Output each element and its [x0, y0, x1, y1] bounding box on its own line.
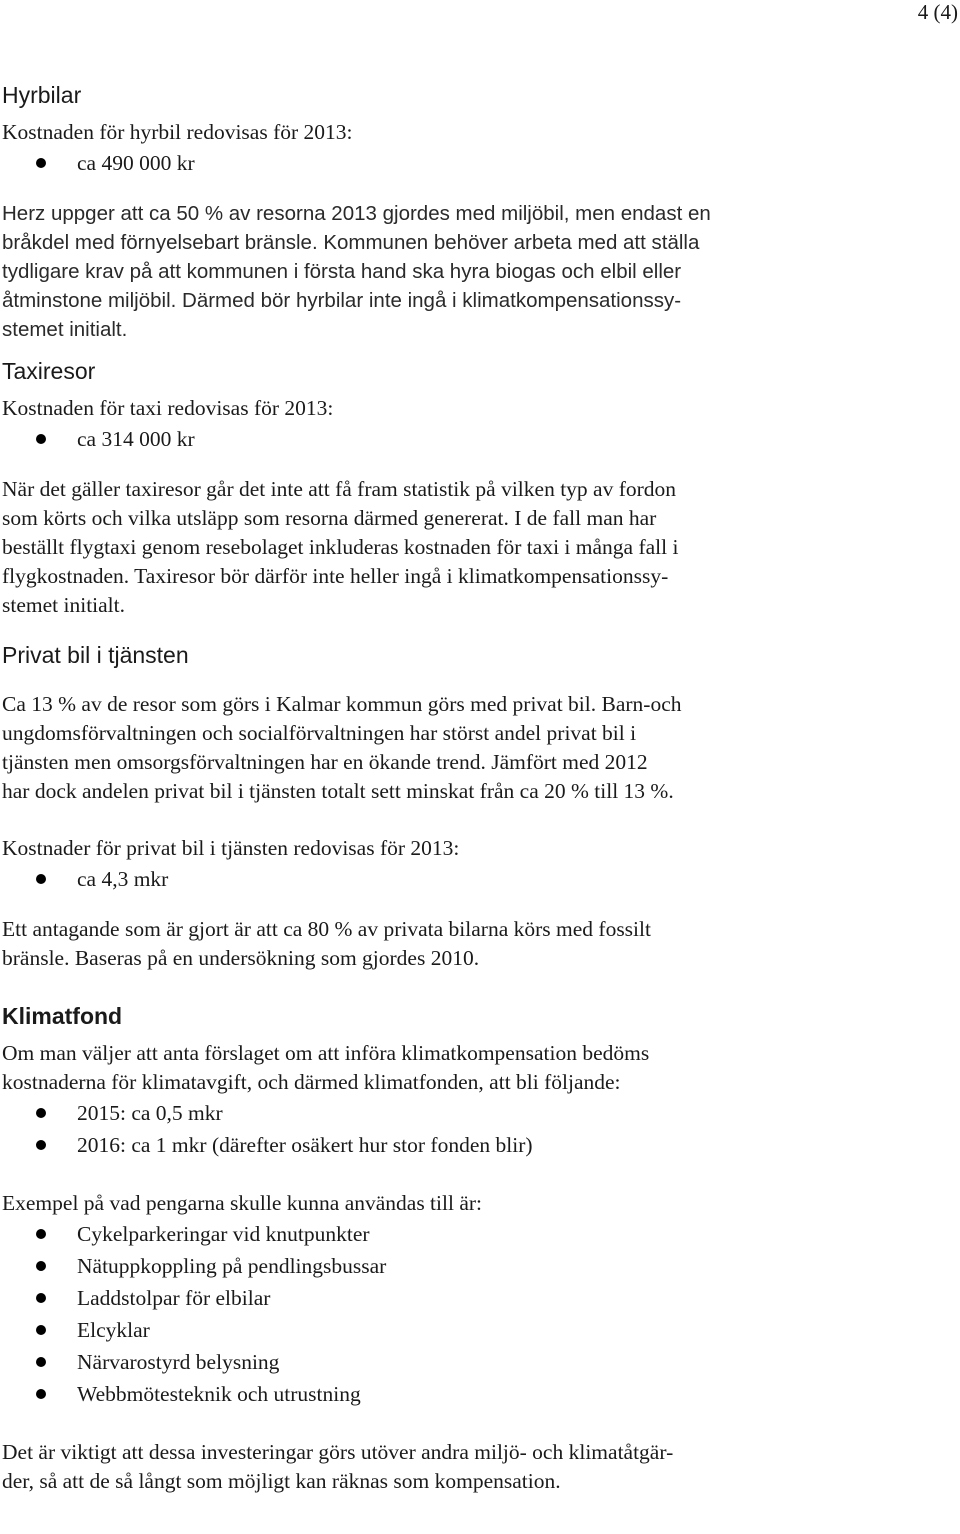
- cost-list-hyrbilar: [0, 147, 790, 179]
- paragraph-line: som körts och vilka utsläpp som resorna därmed genererat. I de fall man har: [2, 506, 657, 530]
- paragraph-line: åtminstone miljöbil. Därmed bör hyrbilar inte ingå i klimatkompensationssy-: [2, 289, 682, 312]
- bullet-icon: [36, 1389, 46, 1399]
- paragraph-line: Herz uppger att ca 50 % av resorna 2013 gjordes med miljöbil, men endast en: [2, 202, 711, 225]
- heading-taxiresor: Taxiresor: [2, 358, 96, 384]
- list-item: [0, 423, 790, 455]
- list-item-text: Cykelparkeringar vid knutpunkter: [77, 1222, 370, 1246]
- paragraph-line: beställt flygtaxi genom resebolaget inkluderas kostnaden för taxi i många fall i: [2, 535, 679, 559]
- examples-intro: Exempel på vad pengarna skulle kunna användas till är:: [2, 1191, 483, 1215]
- paragraph-line: har dock andelen privat bil i tjänsten totalt sett minskat från ca 20 % till 13 %.: [2, 779, 674, 803]
- heading-privat-bil: Privat bil i tjänsten: [2, 642, 189, 668]
- heading-klimatfond: Klimatfond: [2, 1003, 123, 1029]
- paragraph-line: stemet initialt.: [2, 593, 126, 617]
- list-item-text: 2016: ca 1 mkr (därefter osäkert hur stor fonden blir): [77, 1133, 533, 1157]
- list-item: [0, 1346, 790, 1378]
- paragraph-line: Ca 13 % av de resor som görs i Kalmar kommun görs med privat bil. Barn-och: [2, 692, 682, 716]
- paragraph-line: Det är viktigt att dessa investeringar görs utöver andra miljö- och klimatåtgär-: [2, 1440, 674, 1464]
- bullet-icon: [36, 158, 46, 168]
- document-body: [0, 80, 790, 1496]
- bullet-icon: [36, 1261, 46, 1271]
- cost-list-taxiresor: [0, 423, 790, 455]
- intro-hyrbilar: Kostnaden för hyrbil redovisas för 2013:: [2, 120, 353, 144]
- bullet-icon: [36, 1229, 46, 1239]
- paragraph-line: Om man väljer att anta förslaget om att införa klimatkompensation bedöms: [2, 1041, 650, 1065]
- intro-privat-bil: Kostnader för privat bil i tjänsten redovisas för 2013:: [2, 836, 460, 860]
- bullet-icon: [36, 1108, 46, 1118]
- examples-list: [0, 1218, 790, 1410]
- paragraph-line: Ett antagande som är gjort är att ca 80 % av privata bilarna körs med fossilt: [2, 917, 651, 941]
- list-item-text: Webbmötesteknik och utrustning: [77, 1382, 361, 1406]
- list-item: [0, 1378, 790, 1410]
- paragraph-line: stemet initialt.: [2, 318, 128, 341]
- paragraph-line: bråkdel med förnyelsebart bränsle. Kommunen behöver arbeta med att ställa: [2, 231, 700, 254]
- list-item-text: Närvarostyrd belysning: [77, 1350, 280, 1374]
- list-item-text: ca 314 000 kr: [77, 427, 195, 451]
- heading-hyrbilar: Hyrbilar: [2, 82, 82, 108]
- list-item-text: Nätuppkoppling på pendlingsbussar: [77, 1254, 387, 1278]
- paragraph-line: ungdomsförvaltningen och socialförvaltningen har störst andel privat bil i: [2, 721, 637, 745]
- bullet-icon: [36, 434, 46, 444]
- paragraph-line: flygkostnaden. Taxiresor bör därför inte heller ingå i klimatkompensationssy-: [2, 564, 669, 588]
- list-item: [0, 863, 790, 895]
- list-item-text: ca 490 000 kr: [77, 151, 195, 175]
- cost-list-privat-bil: [0, 863, 790, 895]
- list-item-text: 2015: ca 0,5 mkr: [77, 1101, 223, 1125]
- bullet-icon: [36, 1140, 46, 1150]
- list-item-text: ca 4,3 mkr: [77, 867, 169, 891]
- paragraph-line: bränsle. Baseras på en undersökning som gjordes 2010.: [2, 946, 480, 970]
- bullet-icon: [36, 874, 46, 884]
- paragraph-line: När det gäller taxiresor går det inte att få fram statistik på vilken typ av fordon: [2, 477, 677, 501]
- list-item-text: Elcyklar: [77, 1318, 150, 1342]
- paragraph-line: tjänsten men omsorgsförvaltningen har en ökande trend. Jämfört med 2012: [2, 750, 648, 774]
- list-item-text: Laddstolpar för elbilar: [77, 1286, 271, 1310]
- list-item: [0, 1314, 790, 1346]
- fund-estimate-list: [0, 1097, 790, 1161]
- list-item: [0, 1218, 790, 1250]
- list-item: [0, 1250, 790, 1282]
- intro-taxiresor: Kostnaden för taxi redovisas för 2013:: [2, 396, 334, 420]
- paragraph-line: kostnaderna för klimatavgift, och därmed klimatfonden, att bli följande:: [2, 1070, 621, 1094]
- page-number: 4 (4): [917, 0, 958, 24]
- paragraph-line: tydligare krav på att kommunen i första hand ska hyra biogas och elbil eller: [2, 260, 682, 283]
- paragraph-line: der, så att de så långt som möjligt kan räknas som kompensation.: [2, 1469, 561, 1493]
- bullet-icon: [36, 1325, 46, 1335]
- bullet-icon: [36, 1293, 46, 1303]
- list-item: [0, 1282, 790, 1314]
- list-item: [0, 147, 790, 179]
- bullet-icon: [36, 1357, 46, 1367]
- list-item: [0, 1097, 790, 1129]
- list-item: [0, 1129, 790, 1161]
